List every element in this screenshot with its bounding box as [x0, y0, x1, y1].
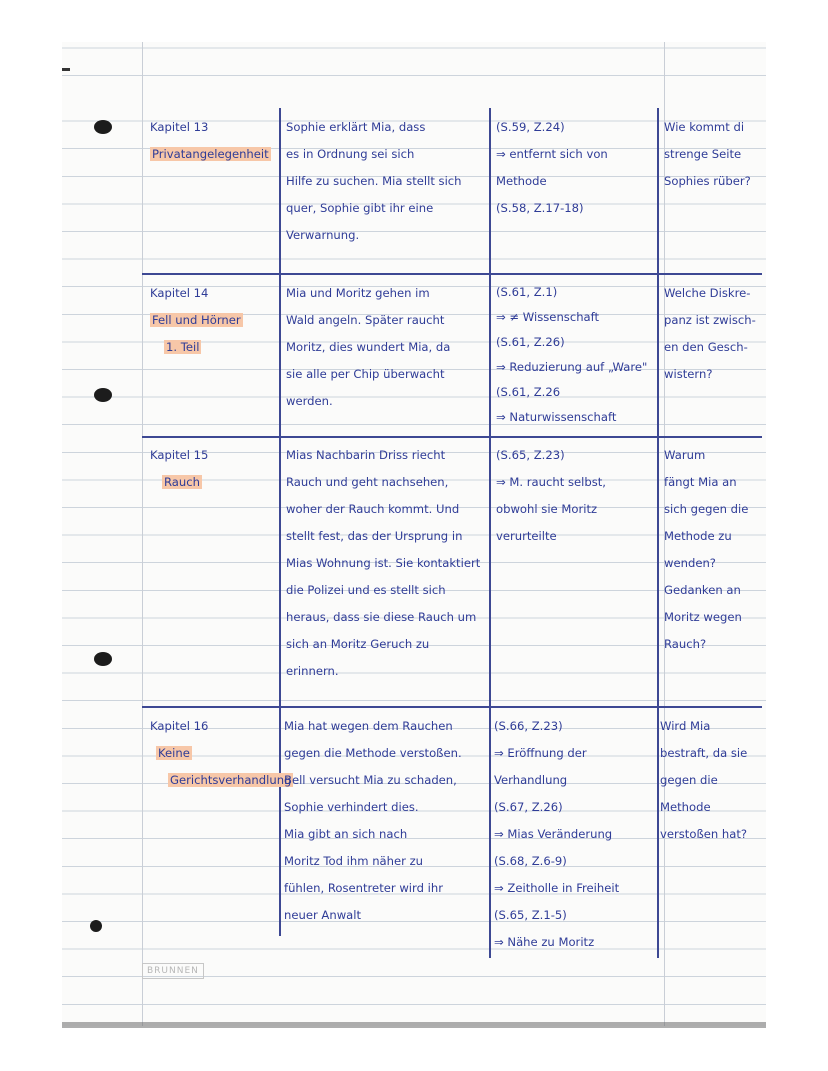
quote-line: ⇒ Eröffnung der — [494, 746, 587, 760]
question-line: gegen die — [660, 773, 718, 787]
summary-line: Sophie erklärt Mia, dass — [286, 120, 426, 134]
question-line: bestraft, da sie — [660, 746, 748, 760]
summary-cell — [286, 280, 450, 415]
punch-hole — [90, 920, 102, 932]
question-line: Methode — [660, 800, 711, 814]
quote-line: ⇒ Reduzierung auf „Ware" — [496, 360, 648, 374]
question-line: Wie kommt di — [664, 120, 745, 134]
quote-line: ⇒ M. raucht selbst, — [496, 475, 606, 489]
quote-line: ⇒ ≠ Wissenschaft — [496, 310, 600, 324]
question-line: fängt Mia an — [664, 475, 737, 489]
table-column-divider — [279, 108, 281, 936]
summary-line: gegen die Methode verstoßen. — [284, 746, 462, 760]
quote-line: Verhandlung — [494, 773, 568, 787]
summary-line: Moritz Tod ihm näher zu — [284, 854, 424, 868]
question-line: en den Gesch- — [664, 340, 748, 354]
quote-line: (S.58, Z.17-18) — [496, 201, 584, 215]
table-row-divider — [142, 436, 762, 438]
summary-line: woher der Rauch kommt. Und — [286, 502, 460, 516]
table-column-divider — [489, 108, 491, 958]
summary-line: Wald angeln. Später raucht — [286, 313, 445, 327]
summary-line: stellt fest, das der Ursprung in — [286, 529, 463, 543]
question-line: wenden? — [664, 556, 716, 570]
quote-line: verurteilte — [496, 529, 557, 543]
summary-line: Bell versucht Mia zu schaden, — [284, 773, 457, 787]
summary-line: Mias Nachbarin Driss riecht — [286, 448, 446, 462]
summary-line: werden. — [286, 394, 333, 408]
chapter-title: Kapitel 16 — [150, 719, 209, 733]
summary-cell — [286, 442, 480, 685]
quote-line: ⇒ Nähe zu Moritz — [494, 935, 595, 949]
summary-line: erinnern. — [286, 664, 339, 678]
punch-hole — [94, 120, 112, 134]
chapter-subtitle: Rauch — [164, 475, 200, 489]
summary-line: fühlen, Rosentreter wird ihr — [284, 881, 443, 895]
question-line: Moritz wegen — [664, 610, 742, 624]
quote-line: Methode — [496, 174, 547, 188]
page-edge-shadow — [62, 1022, 766, 1028]
table-row-divider — [142, 706, 762, 708]
question-line: Sophies rüber? — [664, 174, 751, 188]
summary-line: Moritz, dies wundert Mia, da — [286, 340, 451, 354]
summary-line: quer, Sophie gibt ihr eine — [286, 201, 434, 215]
margin-line-left — [142, 42, 143, 1026]
quote-line: (S.65, Z.23) — [496, 448, 565, 462]
summary-line: heraus, dass sie diese Rauch um — [286, 610, 477, 624]
chapter-title: Kapitel 15 — [150, 448, 209, 462]
summary-line: die Polizei und es stellt sich — [286, 583, 446, 597]
punch-hole — [94, 652, 112, 666]
question-line: Wird Mia — [660, 719, 711, 733]
quote-line: ⇒ Zeitholle in Freiheit — [494, 881, 620, 895]
summary-line: es in Ordnung sei sich — [286, 147, 415, 161]
binder-mark — [62, 68, 70, 71]
punch-hole — [94, 388, 112, 402]
brand-logo: BRUNNEN — [142, 963, 204, 979]
question-line: panz ist zwisch- — [664, 313, 756, 327]
quote-line: (S.61, Z.1) — [496, 285, 558, 299]
question-line: Welche Diskre- — [664, 286, 751, 300]
summary-line: neuer Anwalt — [284, 908, 362, 922]
question-cell — [664, 114, 751, 195]
chapter-subtitle: Keine — [158, 746, 190, 760]
summary-line: Mia hat wegen dem Rauchen — [284, 719, 453, 733]
question-line: Gedanken an — [664, 583, 741, 597]
chapter-subtitle: Privatangelegenheit — [152, 147, 269, 161]
summary-cell — [284, 713, 462, 929]
question-line: Warum — [664, 448, 706, 462]
quote-line: ⇒ Naturwissenschaft — [496, 410, 617, 424]
quote-line: ⇒ entfernt sich von — [496, 147, 608, 161]
quote-line: (S.65, Z.1-5) — [494, 908, 567, 922]
quote-line: (S.66, Z.23) — [494, 719, 563, 733]
summary-line: Hilfe zu suchen. Mia stellt sich — [286, 174, 462, 188]
quotes-cell — [494, 713, 619, 956]
summary-cell — [286, 114, 462, 249]
summary-line: Sophie verhindert dies. — [284, 800, 419, 814]
quote-line: (S.68, Z.6-9) — [494, 854, 567, 868]
summary-line: sich an Moritz Geruch zu — [286, 637, 430, 651]
question-line: wistern? — [664, 367, 713, 381]
quotes-cell — [496, 114, 608, 222]
chapter-subtitle: Fell und Hörner — [152, 313, 241, 327]
table-column-divider — [657, 108, 659, 958]
quote-line: (S.61, Z.26) — [496, 335, 565, 349]
summary-line: sie alle per Chip überwacht — [286, 367, 445, 381]
quote-line: obwohl sie Moritz — [496, 502, 598, 516]
quotes-cell — [496, 442, 606, 550]
question-line: sich gegen die — [664, 502, 749, 516]
summary-line: Rauch und geht nachsehen, — [286, 475, 449, 489]
chapter-cell — [150, 114, 271, 168]
question-line: Methode zu — [664, 529, 732, 543]
question-line: verstoßen hat? — [660, 827, 748, 841]
quote-line: (S.61, Z.26 — [496, 385, 561, 399]
question-line: strenge Seite — [664, 147, 742, 161]
chapter-cell — [150, 442, 208, 496]
summary-line: Mia und Moritz gehen im — [286, 286, 430, 300]
summary-line: Mia gibt an sich nach — [284, 827, 408, 841]
question-cell — [664, 280, 756, 388]
chapter-title: Kapitel 13 — [150, 120, 209, 134]
chapter-title: Kapitel 14 — [150, 286, 209, 300]
chapter-cell — [150, 280, 243, 361]
quotes-cell — [496, 280, 647, 430]
chapter-cell — [150, 713, 293, 794]
question-cell — [660, 713, 747, 848]
quote-line: ⇒ Mias Veränderung — [494, 827, 613, 841]
question-cell — [664, 442, 748, 658]
quote-line: (S.59, Z.24) — [496, 120, 565, 134]
quote-line: (S.67, Z.26) — [494, 800, 563, 814]
chapter-subtitle: 1. Teil — [166, 340, 200, 354]
summary-line: Verwarnung. — [286, 228, 360, 242]
summary-line: Mias Wohnung ist. Sie kontaktiert — [286, 556, 481, 570]
question-line: Rauch? — [664, 637, 707, 651]
chapter-subtitle: Gerichtsverhandlung — [170, 773, 292, 787]
table-row-divider — [142, 273, 762, 275]
